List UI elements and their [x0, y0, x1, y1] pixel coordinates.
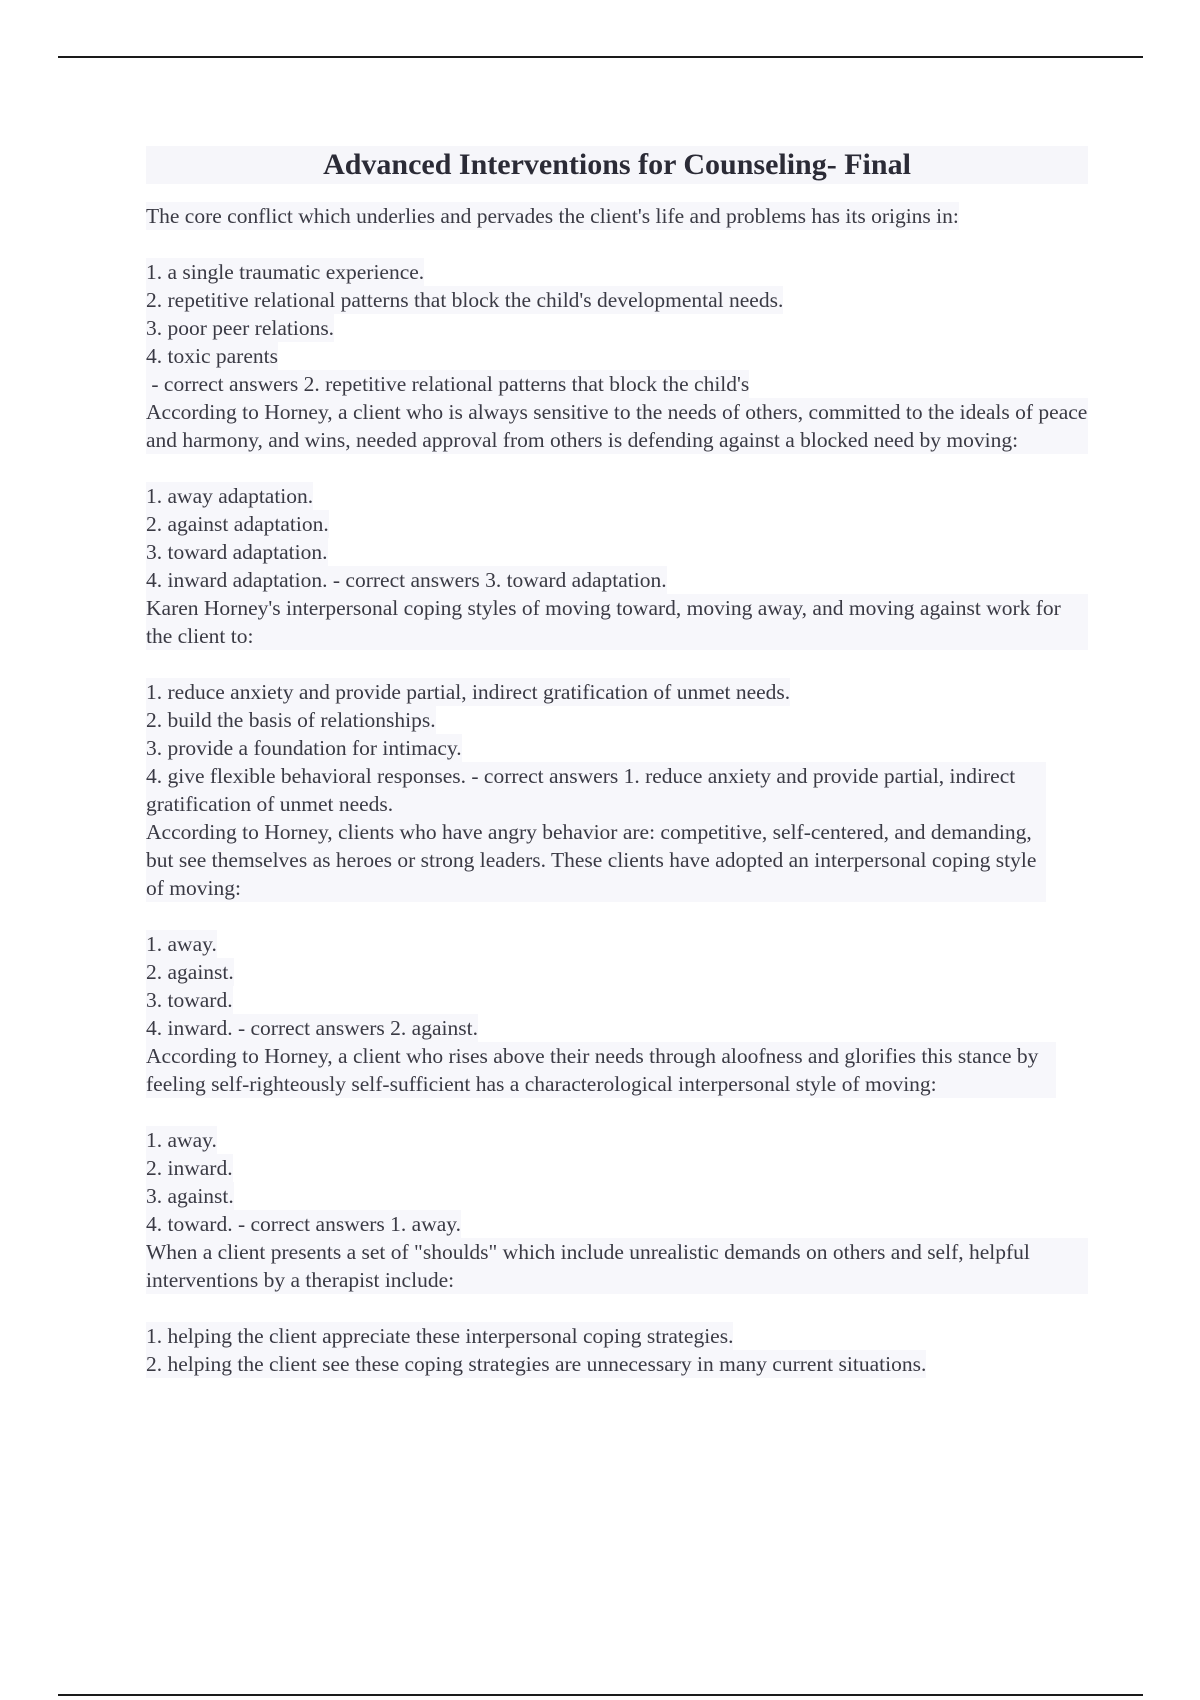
- question-stem: Karen Horney's interpersonal coping styles of moving toward, moving away, and moving against work for the client to:: [146, 594, 1088, 650]
- answer-option: 2. against.: [146, 960, 234, 984]
- answer-option: 4. toward. - correct answers 1. away.: [146, 1212, 462, 1236]
- answer-option: 1. away.: [146, 1128, 217, 1152]
- spacer: [146, 454, 1088, 482]
- answer-option: 4. toxic parents: [146, 344, 278, 368]
- question-stem: According to Horney, a client who rises above their needs through aloofness and glorifies this stance by feeling self-righteously self-sufficient has a characterological interpersonal style of moving:: [146, 1042, 1056, 1098]
- spacer: [146, 902, 1088, 930]
- top-rule: [58, 56, 1143, 58]
- question-block-6: [146, 1238, 1088, 1378]
- answer-option: 1. away.: [146, 932, 217, 956]
- answer-option: 2. against adaptation.: [146, 512, 329, 536]
- spacer: [146, 230, 1088, 258]
- question-block-2: [146, 398, 1088, 594]
- answer-option: 3. toward adaptation.: [146, 540, 328, 564]
- answer-option: 1. reduce anxiety and provide partial, indirect gratification of unmet needs.: [146, 680, 791, 704]
- spacer: [146, 1098, 1088, 1126]
- question-block-1: [146, 202, 1088, 398]
- answer-option: 2. build the basis of relationships.: [146, 708, 436, 732]
- answer-option: 3. provide a foundation for intimacy.: [146, 736, 462, 760]
- answer-option: 4. inward. - correct answers 2. against.: [146, 1016, 478, 1040]
- spacer: [146, 1294, 1088, 1322]
- document-title: Advanced Interventions for Counseling- Final: [146, 146, 1088, 184]
- bottom-rule: [58, 1694, 1143, 1696]
- answer-option: 3. poor peer relations.: [146, 316, 335, 340]
- question-stem: When a client presents a set of "shoulds" which include unrealistic demands on others and self, helpful interventions by a therapist include:: [146, 1238, 1088, 1294]
- answer-option: 4. inward adaptation. - correct answers 3. toward adaptation.: [146, 568, 667, 592]
- question-stem: According to Horney, clients who have angry behavior are: competitive, self-centered, and demanding, but see themselves as heroes or strong leaders. These clients have adopted an interpersonal coping style of moving:: [146, 818, 1046, 902]
- correct-answer: - correct answers 2. repetitive relational patterns that block the child's: [146, 372, 750, 396]
- answer-option: 2. inward.: [146, 1156, 233, 1180]
- answer-option: 1. helping the client appreciate these interpersonal coping strategies.: [146, 1324, 734, 1348]
- answer-option: 1. away adaptation.: [146, 484, 314, 508]
- answer-option: 3. against.: [146, 1184, 234, 1208]
- question-block-4: [146, 818, 1088, 1042]
- document-body: [146, 146, 1088, 1378]
- question-stem: According to Horney, a client who is always sensitive to the needs of others, committed to the ideals of peace and harmony, and wins, needed approval from others is defending against a blocked need by moving:: [146, 400, 1088, 452]
- answer-option: 3. toward.: [146, 988, 233, 1012]
- spacer: [146, 650, 1088, 678]
- answer-option: 4. give flexible behavioral responses. - correct answers 1. reduce anxiety and provide partial, indirect gratification of unmet needs.: [146, 762, 1046, 818]
- question-stem: The core conflict which underlies and pervades the client's life and problems has its origins in:: [146, 204, 959, 228]
- question-block-3: [146, 594, 1088, 818]
- answer-option: 1. a single traumatic experience.: [146, 260, 425, 284]
- answer-option: 2. repetitive relational patterns that block the child's developmental needs.: [146, 288, 784, 312]
- question-block-5: [146, 1042, 1088, 1238]
- answer-option: 2. helping the client see these coping strategies are unnecessary in many current situations.: [146, 1352, 927, 1376]
